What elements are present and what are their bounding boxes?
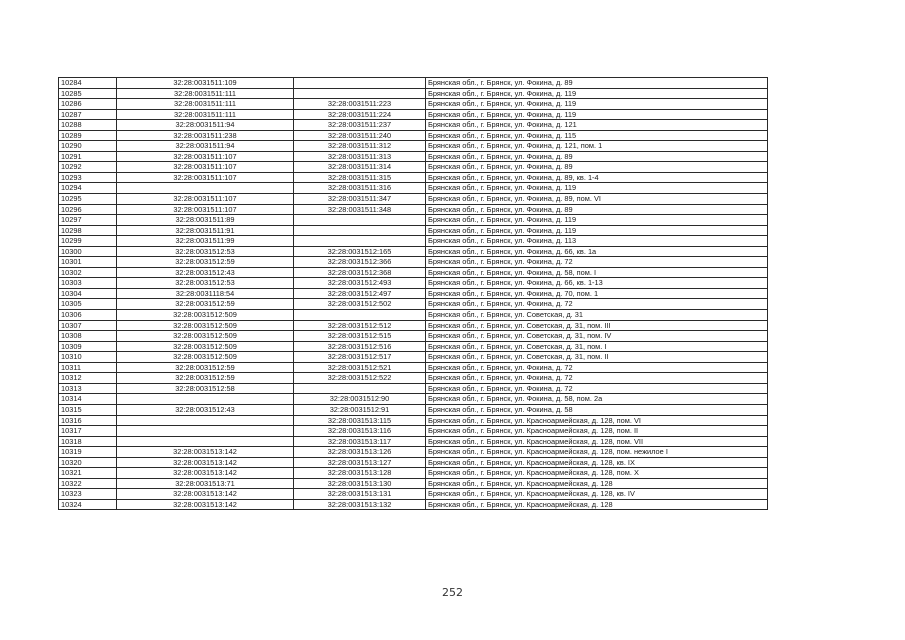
land-cadastral-number-cell: 32:28:0031512:59	[117, 299, 294, 310]
row-number-cell: 10309	[59, 341, 117, 352]
land-cadastral-number-cell: 32:28:0031513:142	[117, 499, 294, 510]
address-cell: Брянская обл., г. Брянск, ул. Фокина, д. 58	[426, 404, 768, 415]
table-row	[59, 499, 768, 510]
object-cadastral-number-cell: 32:28:0031512:515	[294, 331, 426, 342]
object-cadastral-number-cell: 32:28:0031511:315	[294, 172, 426, 183]
row-number-cell: 10293	[59, 172, 117, 183]
address-cell: Брянская обл., г. Брянск, ул. Фокина, д. 121, пом. 1	[426, 141, 768, 152]
table-row	[59, 341, 768, 352]
address-cell: Брянская обл., г. Брянск, ул. Фокина, д. 113	[426, 236, 768, 247]
object-cadastral-number-cell: 32:28:0031513:131	[294, 489, 426, 500]
address-cell: Брянская обл., г. Брянск, ул. Красноармейская, д. 128, пом. нежилое I	[426, 447, 768, 458]
address-cell: Брянская обл., г. Брянск, ул. Красноармейская, д. 128, пом. II	[426, 426, 768, 437]
address-cell: Брянская обл., г. Брянск, ул. Красноармейская, д. 128, пом. X	[426, 468, 768, 479]
land-cadastral-number-cell	[117, 426, 294, 437]
land-cadastral-number-cell: 32:28:0031511:91	[117, 225, 294, 236]
table-row	[59, 352, 768, 363]
object-cadastral-number-cell: 32:28:0031513:126	[294, 447, 426, 458]
table-row	[59, 78, 768, 89]
object-cadastral-number-cell	[294, 310, 426, 321]
table-row	[59, 130, 768, 141]
land-cadastral-number-cell: 32:28:0031511:94	[117, 120, 294, 131]
row-number-cell: 10313	[59, 383, 117, 394]
object-cadastral-number-cell: 32:28:0031512:521	[294, 362, 426, 373]
object-cadastral-number-cell	[294, 225, 426, 236]
row-number-cell: 10323	[59, 489, 117, 500]
row-number-cell: 10315	[59, 404, 117, 415]
row-number-cell: 10318	[59, 436, 117, 447]
row-number-cell: 10310	[59, 352, 117, 363]
row-number-cell: 10322	[59, 478, 117, 489]
row-number-cell: 10300	[59, 246, 117, 257]
address-cell: Брянская обл., г. Брянск, ул. Фокина, д. 119	[426, 88, 768, 99]
table-row	[59, 331, 768, 342]
object-cadastral-number-cell	[294, 78, 426, 89]
row-number-cell: 10297	[59, 215, 117, 226]
address-cell: Брянская обл., г. Брянск, ул. Фокина, д. 119	[426, 109, 768, 120]
address-cell: Брянская обл., г. Брянск, ул. Фокина, д. 89, пом. VI	[426, 194, 768, 205]
land-cadastral-number-cell: 32:28:0031512:53	[117, 246, 294, 257]
table-row	[59, 120, 768, 131]
object-cadastral-number-cell: 32:28:0031511:312	[294, 141, 426, 152]
object-cadastral-number-cell: 32:28:0031512:165	[294, 246, 426, 257]
address-cell: Брянская обл., г. Брянск, ул. Красноармейская, д. 128	[426, 499, 768, 510]
row-number-cell: 10294	[59, 183, 117, 194]
object-cadastral-number-cell: 32:28:0031513:117	[294, 436, 426, 447]
object-cadastral-number-cell: 32:28:0031511:347	[294, 194, 426, 205]
land-cadastral-number-cell: 32:28:0031512:53	[117, 278, 294, 289]
table-body	[59, 78, 768, 510]
land-cadastral-number-cell: 32:28:0031511:89	[117, 215, 294, 226]
object-cadastral-number-cell: 32:28:0031513:115	[294, 415, 426, 426]
land-cadastral-number-cell: 32:28:0031512:43	[117, 267, 294, 278]
land-cadastral-number-cell: 32:28:0031511:107	[117, 162, 294, 173]
land-cadastral-number-cell: 32:28:0031511:107	[117, 194, 294, 205]
land-cadastral-number-cell: 32:28:0031512:59	[117, 362, 294, 373]
address-cell: Брянская обл., г. Брянск, ул. Фокина, д. 89	[426, 151, 768, 162]
land-cadastral-number-cell	[117, 183, 294, 194]
land-cadastral-number-cell: 32:28:0031512:59	[117, 373, 294, 384]
object-cadastral-number-cell	[294, 215, 426, 226]
table-row	[59, 288, 768, 299]
address-cell: Брянская обл., г. Брянск, ул. Фокина, д. 72	[426, 257, 768, 268]
table-row	[59, 426, 768, 437]
table-row	[59, 194, 768, 205]
address-cell: Брянская обл., г. Брянск, ул. Советская, д. 31, пом. II	[426, 352, 768, 363]
land-cadastral-number-cell: 32:28:0031511:111	[117, 109, 294, 120]
row-number-cell: 10305	[59, 299, 117, 310]
row-number-cell: 10302	[59, 267, 117, 278]
object-cadastral-number-cell: 32:28:0031512:90	[294, 394, 426, 405]
table-row	[59, 383, 768, 394]
table-row	[59, 447, 768, 458]
row-number-cell: 10301	[59, 257, 117, 268]
table-row	[59, 225, 768, 236]
object-cadastral-number-cell: 32:28:0031513:116	[294, 426, 426, 437]
row-number-cell: 10320	[59, 457, 117, 468]
table-row	[59, 478, 768, 489]
table-row	[59, 299, 768, 310]
object-cadastral-number-cell: 32:28:0031511:223	[294, 99, 426, 110]
address-cell: Брянская обл., г. Брянск, ул. Фокина, д. 72	[426, 373, 768, 384]
address-cell: Брянская обл., г. Брянск, ул. Фокина, д. 66, кв. 1-13	[426, 278, 768, 289]
object-cadastral-number-cell	[294, 383, 426, 394]
object-cadastral-number-cell	[294, 88, 426, 99]
object-cadastral-number-cell: 32:28:0031511:224	[294, 109, 426, 120]
row-number-cell: 10295	[59, 194, 117, 205]
object-cadastral-number-cell: 32:28:0031513:130	[294, 478, 426, 489]
row-number-cell: 10316	[59, 415, 117, 426]
land-cadastral-number-cell: 32:28:0031512:509	[117, 310, 294, 321]
object-cadastral-number-cell: 32:28:0031512:368	[294, 267, 426, 278]
address-cell: Брянская обл., г. Брянск, ул. Фокина, д. 119	[426, 215, 768, 226]
address-cell: Брянская обл., г. Брянск, ул. Советская, д. 31	[426, 310, 768, 321]
land-cadastral-number-cell: 32:28:0031512:58	[117, 383, 294, 394]
land-cadastral-number-cell: 32:28:0031513:142	[117, 489, 294, 500]
row-number-cell: 10321	[59, 468, 117, 479]
row-number-cell: 10298	[59, 225, 117, 236]
address-cell: Брянская обл., г. Брянск, ул. Фокина, д. 89	[426, 204, 768, 215]
address-cell: Брянская обл., г. Брянск, ул. Советская, д. 31, пом. III	[426, 320, 768, 331]
land-cadastral-number-cell: 32:28:0031511:107	[117, 172, 294, 183]
table-row	[59, 141, 768, 152]
object-cadastral-number-cell: 32:28:0031511:313	[294, 151, 426, 162]
land-cadastral-number-cell: 32:28:0031511:238	[117, 130, 294, 141]
object-cadastral-number-cell: 32:28:0031512:493	[294, 278, 426, 289]
address-cell: Брянская обл., г. Брянск, ул. Фокина, д. 72	[426, 362, 768, 373]
table-row	[59, 99, 768, 110]
address-cell: Брянская обл., г. Брянск, ул. Фокина, д. 72	[426, 299, 768, 310]
row-number-cell: 10290	[59, 141, 117, 152]
land-cadastral-number-cell: 32:28:0031511:107	[117, 204, 294, 215]
land-cadastral-number-cell: 32:28:0031118:54	[117, 288, 294, 299]
land-cadastral-number-cell	[117, 394, 294, 405]
table-row	[59, 415, 768, 426]
table-row	[59, 204, 768, 215]
table-row	[59, 362, 768, 373]
object-cadastral-number-cell: 32:28:0031512:517	[294, 352, 426, 363]
table-row	[59, 373, 768, 384]
land-cadastral-number-cell	[117, 415, 294, 426]
land-cadastral-number-cell	[117, 436, 294, 447]
land-cadastral-number-cell: 32:28:0031513:142	[117, 457, 294, 468]
object-cadastral-number-cell: 32:28:0031512:366	[294, 257, 426, 268]
row-number-cell: 10288	[59, 120, 117, 131]
row-number-cell: 10287	[59, 109, 117, 120]
row-number-cell: 10319	[59, 447, 117, 458]
land-cadastral-number-cell: 32:28:0031512:509	[117, 320, 294, 331]
row-number-cell: 10285	[59, 88, 117, 99]
object-cadastral-number-cell: 32:28:0031511:240	[294, 130, 426, 141]
address-cell: Брянская обл., г. Брянск, ул. Фокина, д. 58, пом. 2а	[426, 394, 768, 405]
land-cadastral-number-cell: 32:28:0031512:59	[117, 257, 294, 268]
address-cell: Брянская обл., г. Брянск, ул. Фокина, д. 70, пом. 1	[426, 288, 768, 299]
address-cell: Брянская обл., г. Брянск, ул. Фокина, д. 89, кв. 1-4	[426, 172, 768, 183]
row-number-cell: 10311	[59, 362, 117, 373]
address-cell: Брянская обл., г. Брянск, ул. Фокина, д. 58, пом. I	[426, 267, 768, 278]
land-cadastral-number-cell: 32:28:0031513:142	[117, 468, 294, 479]
cadastral-register-table	[58, 77, 768, 510]
row-number-cell: 10307	[59, 320, 117, 331]
object-cadastral-number-cell	[294, 236, 426, 247]
address-cell: Брянская обл., г. Брянск, ул. Красноармейская, д. 128, кв. IX	[426, 457, 768, 468]
address-cell: Брянская обл., г. Брянск, ул. Фокина, д. 66, кв. 1а	[426, 246, 768, 257]
land-cadastral-number-cell: 32:28:0031512:43	[117, 404, 294, 415]
row-number-cell: 10291	[59, 151, 117, 162]
object-cadastral-number-cell: 32:28:0031512:502	[294, 299, 426, 310]
table-row	[59, 468, 768, 479]
table-row	[59, 215, 768, 226]
table-row	[59, 394, 768, 405]
table-row	[59, 310, 768, 321]
address-cell: Брянская обл., г. Брянск, ул. Красноармейская, д. 128	[426, 478, 768, 489]
land-cadastral-number-cell: 32:28:0031511:111	[117, 99, 294, 110]
table-row	[59, 162, 768, 173]
land-cadastral-number-cell: 32:28:0031511:111	[117, 88, 294, 99]
table-row	[59, 278, 768, 289]
row-number-cell: 10306	[59, 310, 117, 321]
row-number-cell: 10292	[59, 162, 117, 173]
row-number-cell: 10317	[59, 426, 117, 437]
page-number: 252	[442, 586, 463, 599]
object-cadastral-number-cell: 32:28:0031513:128	[294, 468, 426, 479]
table-row	[59, 257, 768, 268]
address-cell: Брянская обл., г. Брянск, ул. Красноармейская, д. 128, пом. VI	[426, 415, 768, 426]
row-number-cell: 10284	[59, 78, 117, 89]
row-number-cell: 10289	[59, 130, 117, 141]
address-cell: Брянская обл., г. Брянск, ул. Советская, д. 31, пом. IV	[426, 331, 768, 342]
row-number-cell: 10299	[59, 236, 117, 247]
address-cell: Брянская обл., г. Брянск, ул. Фокина, д. 72	[426, 383, 768, 394]
object-cadastral-number-cell: 32:28:0031511:314	[294, 162, 426, 173]
row-number-cell: 10303	[59, 278, 117, 289]
table-row	[59, 404, 768, 415]
address-cell: Брянская обл., г. Брянск, ул. Фокина, д. 115	[426, 130, 768, 141]
table-row	[59, 267, 768, 278]
address-cell: Брянская обл., г. Брянск, ул. Фокина, д. 119	[426, 99, 768, 110]
object-cadastral-number-cell: 32:28:0031512:91	[294, 404, 426, 415]
land-cadastral-number-cell: 32:28:0031511:99	[117, 236, 294, 247]
row-number-cell: 10304	[59, 288, 117, 299]
address-cell: Брянская обл., г. Брянск, ул. Фокина, д. 89	[426, 78, 768, 89]
object-cadastral-number-cell: 32:28:0031512:522	[294, 373, 426, 384]
table-row	[59, 246, 768, 257]
land-cadastral-number-cell: 32:28:0031512:509	[117, 331, 294, 342]
table-row	[59, 457, 768, 468]
row-number-cell: 10286	[59, 99, 117, 110]
table-row	[59, 436, 768, 447]
table-row	[59, 183, 768, 194]
table-row	[59, 320, 768, 331]
land-cadastral-number-cell: 32:28:0031511:109	[117, 78, 294, 89]
row-number-cell: 10312	[59, 373, 117, 384]
row-number-cell: 10324	[59, 499, 117, 510]
row-number-cell: 10308	[59, 331, 117, 342]
table-row	[59, 172, 768, 183]
address-cell: Брянская обл., г. Брянск, ул. Красноармейская, д. 128, кв. IV	[426, 489, 768, 500]
address-cell: Брянская обл., г. Брянск, ул. Фокина, д. 119	[426, 183, 768, 194]
address-cell: Брянская обл., г. Брянск, ул. Фокина, д. 119	[426, 225, 768, 236]
object-cadastral-number-cell: 32:28:0031511:348	[294, 204, 426, 215]
object-cadastral-number-cell: 32:28:0031512:516	[294, 341, 426, 352]
table-row	[59, 88, 768, 99]
address-cell: Брянская обл., г. Брянск, ул. Красноармейская, д. 128, пом. VII	[426, 436, 768, 447]
land-cadastral-number-cell: 32:28:0031511:94	[117, 141, 294, 152]
row-number-cell: 10314	[59, 394, 117, 405]
land-cadastral-number-cell: 32:28:0031513:71	[117, 478, 294, 489]
table-row	[59, 236, 768, 247]
land-cadastral-number-cell: 32:28:0031511:107	[117, 151, 294, 162]
table-row	[59, 489, 768, 500]
land-cadastral-number-cell: 32:28:0031512:509	[117, 341, 294, 352]
row-number-cell: 10296	[59, 204, 117, 215]
object-cadastral-number-cell: 32:28:0031513:132	[294, 499, 426, 510]
land-cadastral-number-cell: 32:28:0031512:509	[117, 352, 294, 363]
address-cell: Брянская обл., г. Брянск, ул. Советская, д. 31, пом. I	[426, 341, 768, 352]
object-cadastral-number-cell: 32:28:0031512:497	[294, 288, 426, 299]
object-cadastral-number-cell: 32:28:0031511:237	[294, 120, 426, 131]
table-row	[59, 151, 768, 162]
address-cell: Брянская обл., г. Брянск, ул. Фокина, д. 121	[426, 120, 768, 131]
object-cadastral-number-cell: 32:28:0031513:127	[294, 457, 426, 468]
table-row	[59, 109, 768, 120]
object-cadastral-number-cell: 32:28:0031512:512	[294, 320, 426, 331]
land-cadastral-number-cell: 32:28:0031513:142	[117, 447, 294, 458]
object-cadastral-number-cell: 32:28:0031511:316	[294, 183, 426, 194]
address-cell: Брянская обл., г. Брянск, ул. Фокина, д. 89	[426, 162, 768, 173]
